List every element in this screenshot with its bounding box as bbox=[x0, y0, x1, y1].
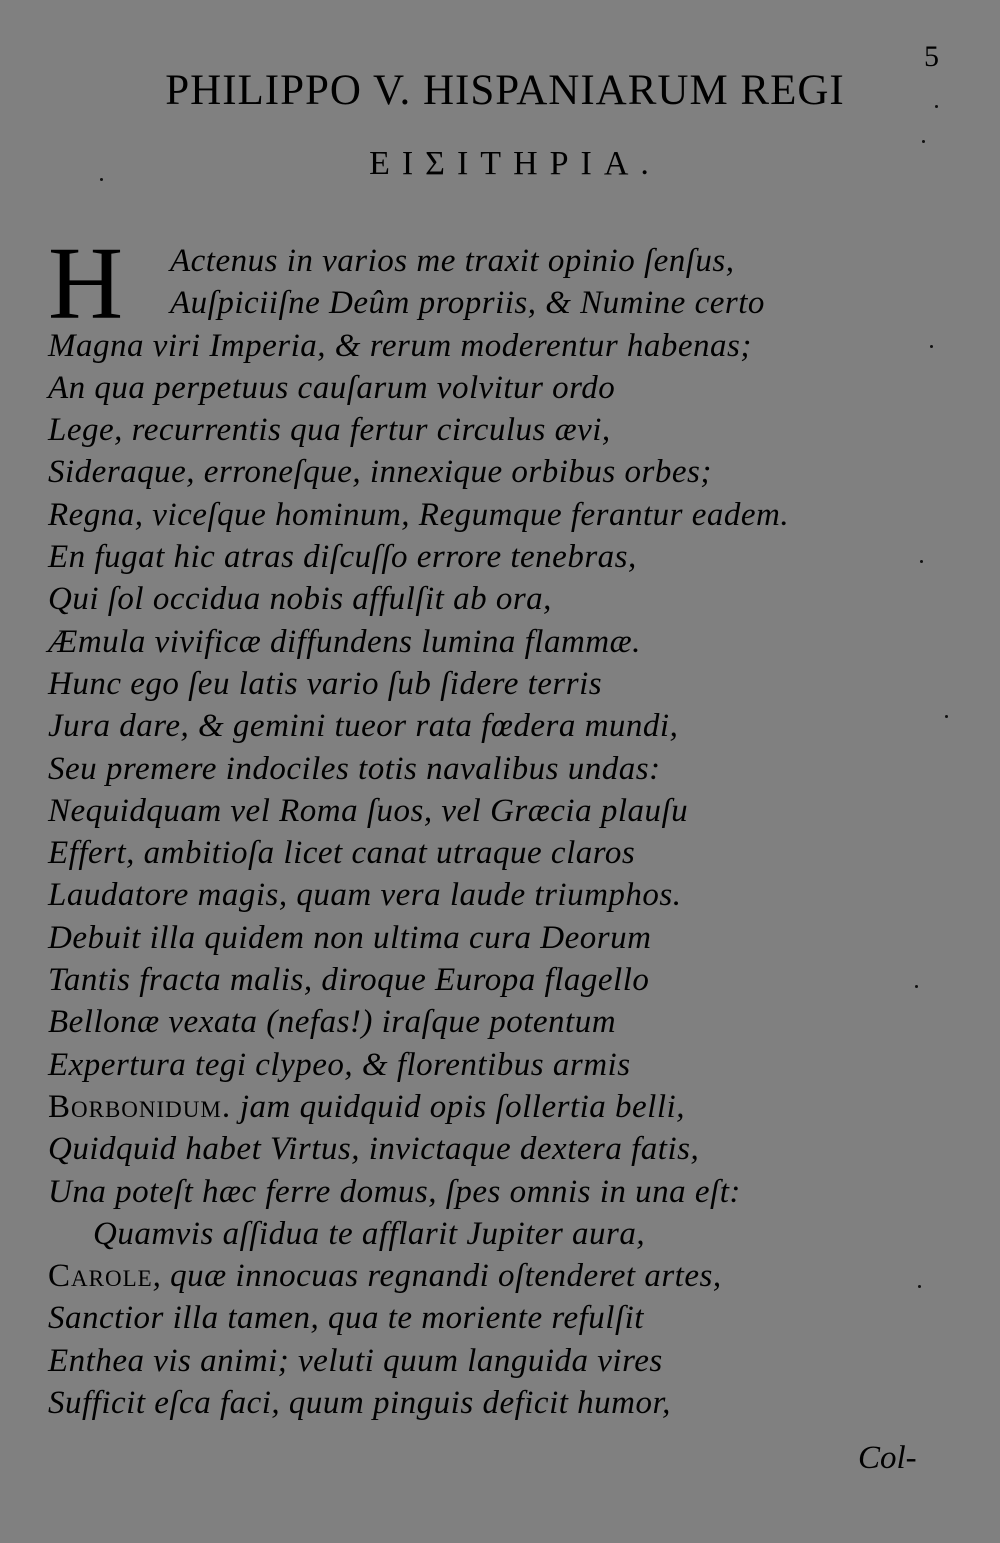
name-borbonidum: Borbonidum. bbox=[48, 1088, 232, 1125]
verse-line: Tantis fracta malis, diroque Europa flagello bbox=[48, 962, 650, 999]
verse-line: Sufficit eſca faci, quum pinguis deficit humor, bbox=[48, 1385, 671, 1422]
drop-cap: H bbox=[48, 226, 124, 341]
verse-line-borbonidum bbox=[48, 1086, 948, 1128]
verse-line: Hunc ego ſeu latis vario ſub ſidere terris bbox=[48, 665, 603, 702]
verse-line: Nequidquam vel Roma ſuos, vel Græcia plauſu bbox=[48, 792, 689, 829]
verse-line: En fugat hic atras diſcuſſo errore tenebras, bbox=[48, 539, 637, 576]
verse-line: Debuit illa quidem non ultima cura Deorum bbox=[48, 919, 652, 956]
verse-line: Qui ſol occidua nobis affulſit ab ora, bbox=[48, 581, 552, 618]
verse-line: Lege, recurrentis qua fertur circulus ævi, bbox=[48, 412, 611, 449]
verse-line: Sanctior illa tamen, qua te moriente refulſit bbox=[48, 1300, 644, 1337]
verse-line: Actenus in varios me traxit opinio ſenſus, bbox=[170, 243, 735, 279]
verse-line: Effert, ambitioſa licet canat utraque claros bbox=[48, 835, 636, 872]
catchword: Col- bbox=[858, 1440, 917, 1476]
verse-line: Regna, viceſque hominum, Regumque ferantur eadem. bbox=[48, 496, 790, 533]
verse-line-carole bbox=[48, 1255, 948, 1297]
verse-line: Magna viri Imperia, & rerum moderentur habenas; bbox=[48, 327, 752, 364]
verse-line: Una poteſt hæc ferre domus, ſpes omnis in una eſt: bbox=[48, 1173, 741, 1210]
verse-line: Expertura tegi clypeo, & florentibus armis bbox=[48, 1046, 631, 1083]
verse-line: Bellonæ vexata (nefas!) iraſque potentum bbox=[48, 1004, 617, 1041]
verse-line-text: , quæ innocuas regnandi oſtenderet artes, bbox=[152, 1258, 722, 1295]
poem-title: PHILIPPO V. HISPANIARUM REGI bbox=[165, 67, 845, 114]
verse-line: Laudatore magis, quam vera laude triumphos. bbox=[48, 877, 682, 914]
verse-line: Auſpiciiſne Deûm propriis, & Numine certo bbox=[170, 285, 765, 322]
verse-line: Jura dare, & gemini tueor rata fœdera mundi, bbox=[48, 708, 679, 745]
verse-line: Quidquid habet Virtus, invictaque dextera fatis, bbox=[48, 1131, 700, 1168]
verse-line: Sideraque, erroneſque, innexique orbibus orbes; bbox=[48, 454, 712, 491]
poem-body bbox=[48, 226, 948, 1424]
verse-line: Quamvis aſſidua te afflarit Jupiter aura, bbox=[93, 1215, 646, 1252]
verse-line: An qua perpetuus cauſarum volvitur ordo bbox=[48, 369, 616, 406]
page-number: 5 bbox=[924, 40, 939, 73]
poem-subtitle: ΕΙΣΙΤΗΡΙΑ. bbox=[369, 145, 661, 182]
verse-line: Seu premere indociles totis navalibus undas: bbox=[48, 750, 661, 787]
verse-line-text: jam quidquid opis ſollertia belli, bbox=[239, 1088, 685, 1125]
verse-line: Æmula vivificæ diffundens lumina flammæ. bbox=[48, 623, 641, 660]
name-carole: Carole bbox=[48, 1258, 153, 1295]
verse-line: Enthea vis animi; veluti quum languida vires bbox=[48, 1342, 663, 1379]
